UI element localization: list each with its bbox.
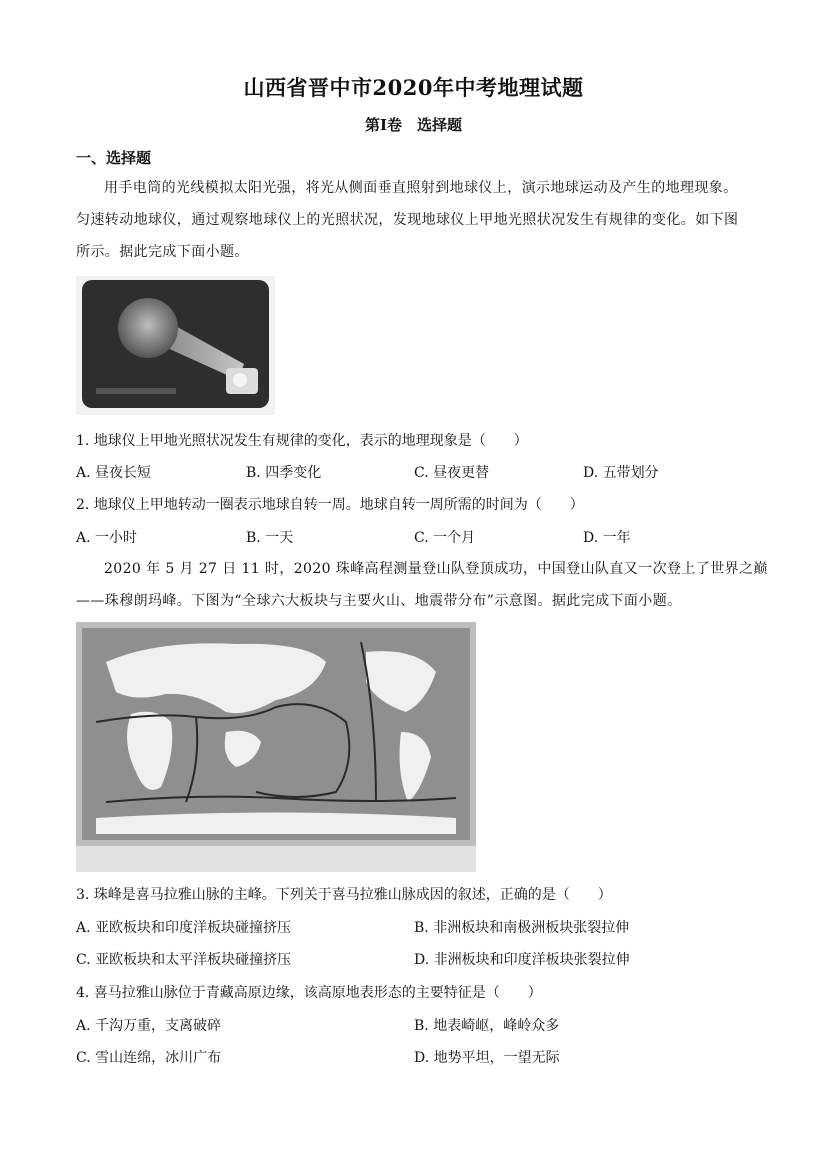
volume-subtitle: 第Ⅰ卷 选择题 <box>364 116 463 134</box>
globe-photo-illustration <box>76 276 275 415</box>
plates-map-illustration <box>76 622 476 872</box>
question-3-option-b: B. 非洲板块和南极洲板块张裂拉伸 <box>414 920 630 936</box>
question-2-option-d: D. 一年 <box>583 530 631 546</box>
question-1-option-a: A. 昼夜长短 <box>76 465 152 481</box>
question-1-option-d: D. 五带划分 <box>583 465 659 481</box>
question-1-option-b: B. 四季变化 <box>246 465 322 481</box>
question-3-option-c: C. 亚欧板块和太平洋板块碰撞挤压 <box>76 952 292 968</box>
question-2-option-c: C. 一个月 <box>414 530 476 546</box>
question-2-option-a: A. 一小时 <box>76 530 138 546</box>
globe-flashlight-photo <box>76 276 275 415</box>
question-4-option-d: D. 地势平坦，一望无际 <box>414 1050 560 1066</box>
map-legend <box>76 846 476 872</box>
passage-1-line-1: 用手电筒的光线模拟太阳光强，将光从侧面垂直照射到地球仪上，演示地球运动及产生的地理现象。 <box>104 180 738 196</box>
question-2-stem: 2. 地球仪上甲地转动一圈表示地球自转一周。地球自转一周所需的时间为（ ） <box>76 497 584 513</box>
question-4-option-b: B. 地表崎岖，峰岭众多 <box>414 1018 560 1034</box>
question-2-option-b: B. 一天 <box>246 530 294 546</box>
question-1-stem: 1. 地球仪上甲地光照状况发生有规律的变化，表示的地理现象是（ ） <box>76 433 528 449</box>
passage-1-line-3: 所示。据此完成下面小题。 <box>76 244 249 260</box>
question-3-option-d: D. 非洲板块和印度洋板块张裂拉伸 <box>414 952 630 968</box>
passage-1-line-2: 匀速转动地球仪，通过观察地球仪上的光照状况，发现地球仪上甲地光照状况发生有规律的变化。如下图 <box>76 212 739 228</box>
page-title: 山西省晋中市2020年中考地理试题 <box>243 75 584 100</box>
passage-2-line-2: ——珠穆朗玛峰。下图为“全球六大板块与主要火山、地震带分布”示意图。据此完成下面小题。 <box>76 593 682 609</box>
section-heading: 一、选择题 <box>76 149 152 167</box>
question-4-option-c: C. 雪山连绵，冰川广布 <box>76 1050 222 1066</box>
question-3-stem: 3. 珠峰是喜马拉雅山脉的主峰。下列关于喜马拉雅山脉成因的叙述，正确的是（ ） <box>76 887 612 903</box>
question-1-option-c: C. 昼夜更替 <box>414 465 490 481</box>
question-3-option-a: A. 亚欧板块和印度洋板块碰撞挤压 <box>76 920 292 936</box>
passage-2-line-1: 2020 年 5 月 27 日 11 时，2020 珠峰高程测量登山队登顶成功，中国登山队直又一次登上了世界之巅 <box>104 561 768 577</box>
question-4-option-a: A. 千沟万重，支离破碎 <box>76 1018 222 1034</box>
world-plates-map <box>76 622 476 872</box>
question-4-stem: 4. 喜马拉雅山脉位于青藏高原边缘，该高原地表形态的主要特征是（ ） <box>76 985 542 1001</box>
